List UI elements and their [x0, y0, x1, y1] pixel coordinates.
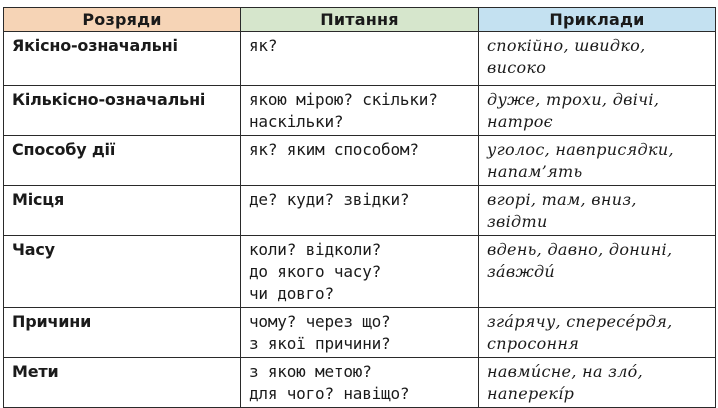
examples-line: уголос, навприсядки,	[487, 140, 674, 159]
column-header-question: Питання	[241, 8, 479, 32]
question-cell	[241, 236, 479, 308]
table-row	[4, 186, 716, 236]
category-cell: Часу	[4, 236, 241, 308]
examples-cell	[479, 236, 716, 308]
category-cell: Мети	[4, 358, 241, 408]
examples-line: наперекíр	[487, 384, 575, 403]
question-line: наскільки?	[249, 112, 344, 131]
examples-cell	[479, 186, 716, 236]
question-line: для чого? навіщо?	[249, 384, 410, 403]
table-row	[4, 308, 716, 358]
examples-line: спросоння	[487, 334, 580, 353]
table-header-row	[4, 8, 716, 32]
question-line: до якого часу?	[249, 262, 382, 281]
column-header-examples: Приклади	[479, 8, 716, 32]
question-cell	[241, 32, 479, 86]
question-line: як?	[249, 36, 278, 55]
table-row	[4, 136, 716, 186]
question-cell	[241, 358, 479, 408]
question-line: коли? відколи?	[249, 240, 382, 259]
examples-cell	[479, 308, 716, 358]
examples-cell	[479, 32, 716, 86]
question-cell	[241, 186, 479, 236]
question-line: чому? через що?	[249, 312, 391, 331]
examples-line: згáрячу, спересéрдя,	[487, 312, 673, 331]
category-cell: Причини	[4, 308, 241, 358]
table-row	[4, 32, 716, 86]
question-line: з якої причини?	[249, 334, 391, 353]
question-cell	[241, 136, 479, 186]
question-line: чи довго?	[249, 284, 334, 303]
question-cell	[241, 308, 479, 358]
examples-line: дуже, трохи, двічі,	[487, 90, 660, 109]
column-header-category: Розряди	[4, 8, 241, 32]
question-line: з якою метою?	[249, 362, 372, 381]
examples-cell	[479, 136, 716, 186]
question-cell	[241, 86, 479, 136]
category-cell: Кількісно-означальні	[4, 86, 241, 136]
examples-cell	[479, 86, 716, 136]
adverb-categories-table	[3, 7, 716, 408]
table-row	[4, 236, 716, 308]
examples-line: звідти	[487, 212, 548, 231]
table-row	[4, 358, 716, 408]
category-cell: Способу дії	[4, 136, 241, 186]
examples-line: спокійно, швидко,	[487, 36, 646, 55]
examples-line: вдень, давно, донині,	[487, 240, 673, 259]
examples-line: напам’ять	[487, 162, 583, 181]
examples-line: вгорі, там, вниз,	[487, 190, 637, 209]
examples-line: натроє	[487, 112, 553, 131]
examples-line: високо	[487, 58, 547, 77]
question-line: як? яким способом?	[249, 140, 419, 159]
examples-line: навмúсне, на злó,	[487, 362, 643, 381]
question-line: де? куди? звідки?	[249, 190, 410, 209]
table-row	[4, 86, 716, 136]
question-line: якою мірою? скільки?	[249, 90, 438, 109]
examples-line: зáвждú	[487, 262, 556, 281]
category-cell: Якісно-означальні	[4, 32, 241, 86]
examples-cell	[479, 358, 716, 408]
category-cell: Місця	[4, 186, 241, 236]
